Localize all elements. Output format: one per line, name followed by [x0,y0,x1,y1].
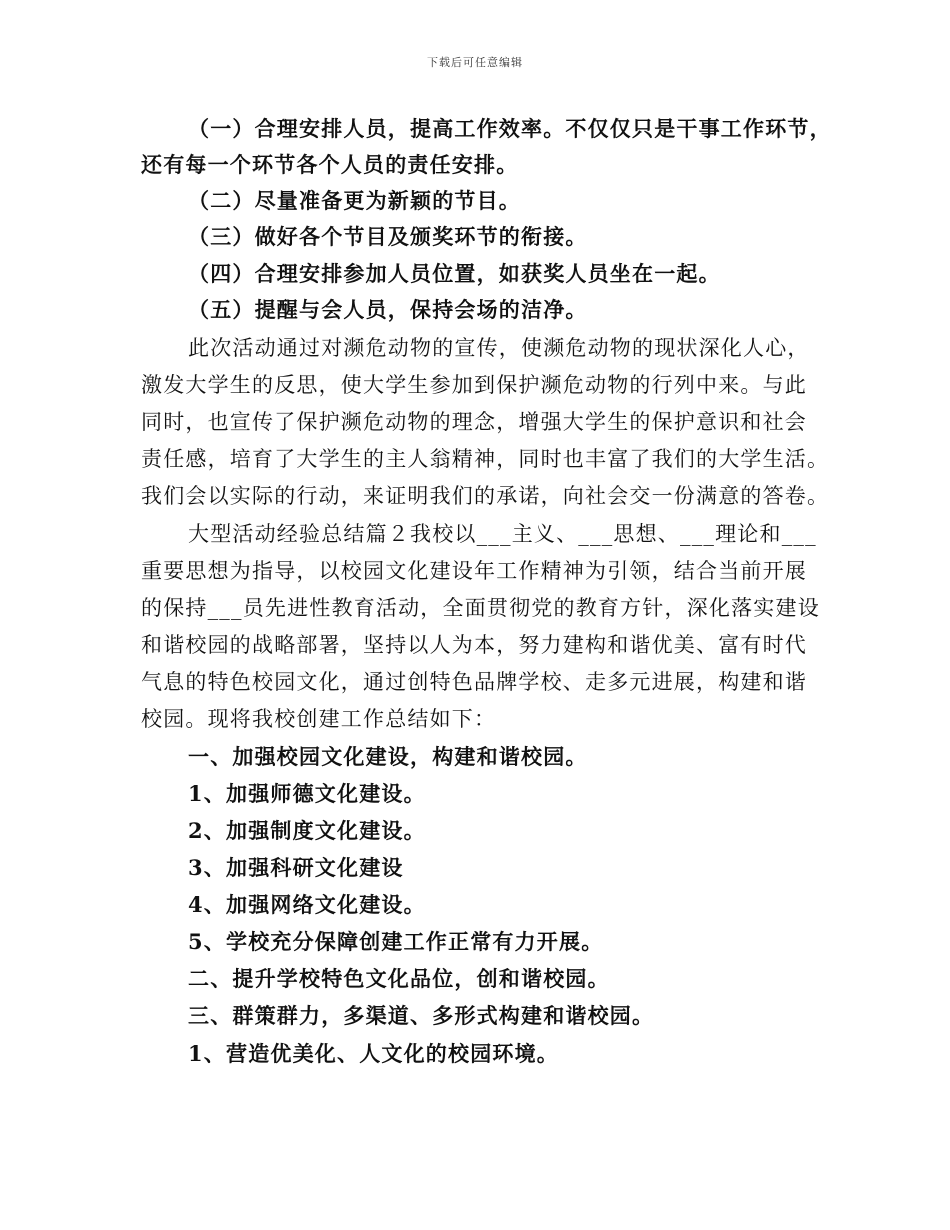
paragraph-2-line-4: 和谐校园的战略部署，坚持以人为本，努力建构和谐优美、富有时代 [141,633,807,657]
subsection-4: 4、加强网络文化建设。 [188,892,426,917]
list-item-1-line-2: 还有每一个环节各个人员的责任安排。 [141,152,519,177]
list-item-1-line-1: （一）合理安排人员，提高工作效率。不仅仅只是干事工作环节， [188,116,832,141]
subsection-2: 2、加强制度文化建设。 [188,818,426,843]
paragraph-2-line-1: 大型活动经验总结篇２我校以___主义、___思想、___理论和___ [188,522,817,546]
subsection-1: 1、加强师德文化建设。 [188,781,426,806]
list-item-3: （三）做好各个节目及颁奖环节的衔接。 [188,224,588,249]
list-item-5: （五）提醒与会人员，保持会场的洁净。 [188,297,588,322]
page-header-note: 下载后可任意编辑 [427,56,523,69]
section-heading-3: 三、群策群力，多渠道、多形式构建和谐校园。 [188,1003,655,1028]
paragraph-2-line-2: 重要思想为指导，以校园文化建设年工作精神为引领，结合当前开展 [141,559,807,583]
section-heading-1: 一、加强校园文化建设，构建和谐校园。 [188,744,588,769]
paragraph-1-line-1: 此次活动通过对濒危动物的宣传，使濒危动物的现状深化人心， [188,336,810,360]
subsection-3: 3、加强科研文化建设 [188,855,404,880]
list-item-2: （二）尽量准备更为新颖的节目。 [188,188,521,213]
paragraph-1-line-3: 同时，也宣传了保护濒危动物的理念，增强大学生的保护意识和社会 [141,410,807,434]
paragraph-1-line-2: 激发大学生的反思，使大学生参加到保护濒危动物的行列中来。与此 [141,373,807,397]
paragraph-1-line-4: 责任感，培育了大学生的主人翁精神，同时也丰富了我们的大学生活。 [141,447,830,471]
paragraph-1-line-5: 我们会以实际的行动，来证明我们的承诺，向社会交一份满意的答卷。 [141,484,830,508]
subsection-3-1: 1、营造优美化、人文化的校园环境。 [188,1041,560,1066]
section-heading-2: 二、提升学校特色文化品位，创和谐校园。 [188,966,610,991]
list-item-4: （四）合理安排参加人员位置，如获奖人员坐在一起。 [188,261,721,286]
paragraph-2-line-3: 的保持___员先进性教育活动，全面贯彻党的教育方针，深化落实建设 [141,596,820,620]
subsection-5: 5、学校充分保障创建工作正常有力开展。 [188,929,604,954]
paragraph-2-line-6: 校园。现将我校创建工作总结如下： [141,707,497,731]
paragraph-2-line-5: 气息的特色校园文化，通过创特色品牌学校、走多元进展，构建和谐 [141,670,807,694]
